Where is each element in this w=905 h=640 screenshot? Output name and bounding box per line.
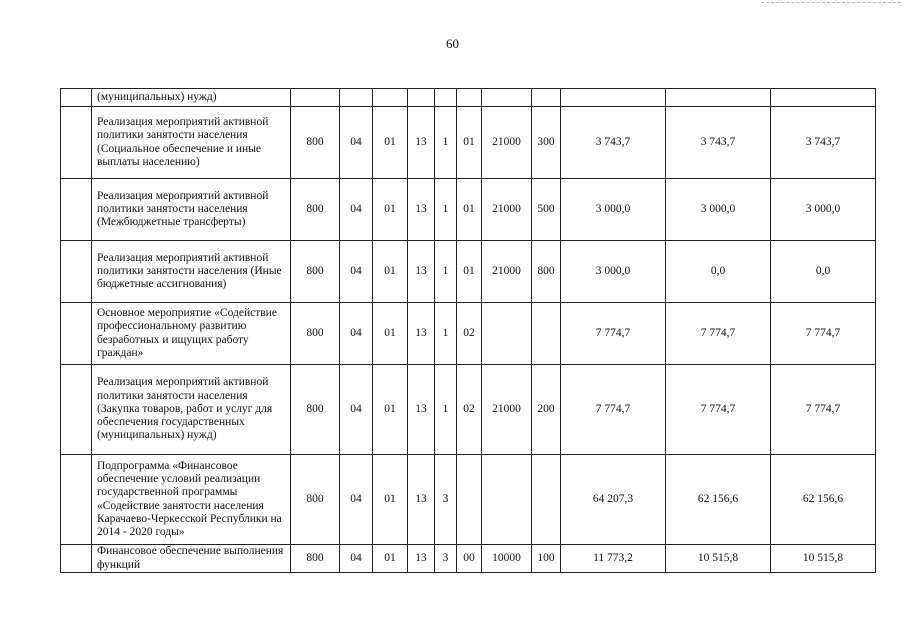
- row-name-cell: Реализация мероприятий активной политики занятости населения (Иные бюджетные ассигнования): [92, 241, 291, 303]
- row-name-cell: (муниципальных) нужд): [92, 89, 291, 107]
- code-section-cell: 04: [340, 107, 373, 179]
- code-expense-type-cell: 800: [532, 241, 561, 303]
- code-direction-cell: 21000: [482, 179, 532, 241]
- code-event-cell: 01: [457, 179, 482, 241]
- code-admin-cell: 800: [291, 455, 340, 545]
- code-program-cell: 13: [408, 107, 435, 179]
- code-event-cell: 01: [457, 107, 482, 179]
- amount-year-2-cell: 10 515,8: [666, 545, 771, 573]
- amount-year-2-cell: 7 774,7: [666, 303, 771, 365]
- code-subprogram-cell: 1: [435, 179, 457, 241]
- amount-year-3-cell: [771, 89, 876, 107]
- amount-year-3-cell: 7 774,7: [771, 303, 876, 365]
- code-admin-cell: 800: [291, 545, 340, 573]
- amount-year-1-cell: 7 774,7: [561, 303, 666, 365]
- code-section-cell: 04: [340, 179, 373, 241]
- code-subsection-cell: 01: [373, 455, 408, 545]
- amount-year-2-cell: 3 000,0: [666, 179, 771, 241]
- table-row: [61, 179, 876, 241]
- code-event-cell: 01: [457, 241, 482, 303]
- code-subprogram-cell: 3: [435, 455, 457, 545]
- amount-year-1-cell: 7 774,7: [561, 365, 666, 455]
- amount-year-1-cell: 3 000,0: [561, 241, 666, 303]
- amount-year-2-cell: 3 743,7: [666, 107, 771, 179]
- code-subsection-cell: 01: [373, 107, 408, 179]
- code-expense-type-cell: 300: [532, 107, 561, 179]
- row-index-cell: [61, 455, 92, 545]
- code-expense-type-cell: 200: [532, 365, 561, 455]
- code-expense-type-cell: [532, 303, 561, 365]
- code-direction-cell: 10000: [482, 545, 532, 573]
- code-section-cell: 04: [340, 455, 373, 545]
- row-index-cell: [61, 365, 92, 455]
- code-section-cell: 04: [340, 365, 373, 455]
- code-program-cell: 13: [408, 179, 435, 241]
- code-direction-cell: [482, 89, 532, 107]
- page-number: 60: [446, 36, 459, 51]
- row-index-cell: [61, 179, 92, 241]
- table-row: [61, 241, 876, 303]
- row-name-cell: Реализация мероприятий активной политики занятости населения (Межбюджетные трансферты): [92, 179, 291, 241]
- amount-year-3-cell: 62 156,6: [771, 455, 876, 545]
- code-section-cell: 04: [340, 545, 373, 573]
- code-program-cell: 13: [408, 303, 435, 365]
- code-subprogram-cell: 1: [435, 303, 457, 365]
- code-program-cell: 13: [408, 241, 435, 303]
- table-row: [61, 455, 876, 545]
- table-row: [61, 89, 876, 107]
- code-section-cell: [340, 89, 373, 107]
- code-direction-cell: 21000: [482, 365, 532, 455]
- code-event-cell: 00: [457, 545, 482, 573]
- table-row: [61, 303, 876, 365]
- code-subprogram-cell: 1: [435, 241, 457, 303]
- amount-year-3-cell: 10 515,8: [771, 545, 876, 573]
- row-name-cell: Реализация мероприятий активной политики занятости населения (Закупка товаров, работ и услуг для обеспечения государственных (муниципальных) нужд): [92, 365, 291, 455]
- code-event-cell: [457, 455, 482, 545]
- code-direction-cell: [482, 455, 532, 545]
- row-index-cell: [61, 545, 92, 573]
- code-program-cell: 13: [408, 365, 435, 455]
- code-subsection-cell: 01: [373, 365, 408, 455]
- code-expense-type-cell: 500: [532, 179, 561, 241]
- code-event-cell: 02: [457, 303, 482, 365]
- code-expense-type-cell: [532, 455, 561, 545]
- code-subprogram-cell: [435, 89, 457, 107]
- amount-year-1-cell: 3 000,0: [561, 179, 666, 241]
- code-program-cell: 13: [408, 455, 435, 545]
- amount-year-2-cell: 0,0: [666, 241, 771, 303]
- table-row: [61, 365, 876, 455]
- row-name-cell: Подпрограмма «Финансовое обеспечение условий реализации государственной программы «Содействие занятости населения Карачаево-Черкесской Республики на 2014 - 2020 годы»: [92, 455, 291, 545]
- code-direction-cell: 21000: [482, 241, 532, 303]
- corner-mark: [761, 2, 901, 3]
- code-section-cell: 04: [340, 303, 373, 365]
- amount-year-1-cell: 64 207,3: [561, 455, 666, 545]
- amount-year-3-cell: 0,0: [771, 241, 876, 303]
- code-subprogram-cell: 3: [435, 545, 457, 573]
- amount-year-1-cell: 11 773,2: [561, 545, 666, 573]
- amount-year-2-cell: [666, 89, 771, 107]
- code-admin-cell: 800: [291, 303, 340, 365]
- amount-year-3-cell: 7 774,7: [771, 365, 876, 455]
- row-index-cell: [61, 89, 92, 107]
- row-name-cell: Финансовое обеспечение выполнения функций: [92, 545, 291, 573]
- code-admin-cell: [291, 89, 340, 107]
- row-name-cell: Реализация мероприятий активной политики занятости населения (Социальное обеспечение и иные выплаты населению): [92, 107, 291, 179]
- code-direction-cell: [482, 303, 532, 365]
- row-index-cell: [61, 241, 92, 303]
- code-section-cell: 04: [340, 241, 373, 303]
- table-body: [61, 89, 876, 573]
- amount-year-2-cell: 62 156,6: [666, 455, 771, 545]
- code-program-cell: 13: [408, 545, 435, 573]
- code-subprogram-cell: 1: [435, 365, 457, 455]
- budget-table: [60, 88, 876, 573]
- amount-year-3-cell: 3 000,0: [771, 179, 876, 241]
- code-subsection-cell: 01: [373, 545, 408, 573]
- code-event-cell: [457, 89, 482, 107]
- code-direction-cell: 21000: [482, 107, 532, 179]
- code-subsection-cell: 01: [373, 179, 408, 241]
- code-expense-type-cell: 100: [532, 545, 561, 573]
- code-program-cell: [408, 89, 435, 107]
- code-admin-cell: 800: [291, 241, 340, 303]
- table-row: [61, 545, 876, 573]
- code-subsection-cell: [373, 89, 408, 107]
- code-expense-type-cell: [532, 89, 561, 107]
- amount-year-1-cell: [561, 89, 666, 107]
- row-index-cell: [61, 107, 92, 179]
- code-subprogram-cell: 1: [435, 107, 457, 179]
- code-event-cell: 02: [457, 365, 482, 455]
- row-name-cell: Основное мероприятие «Содействие профессиональному развитию безработных и ищущих работу граждан»: [92, 303, 291, 365]
- row-index-cell: [61, 303, 92, 365]
- code-subsection-cell: 01: [373, 303, 408, 365]
- code-admin-cell: 800: [291, 179, 340, 241]
- amount-year-1-cell: 3 743,7: [561, 107, 666, 179]
- amount-year-2-cell: 7 774,7: [666, 365, 771, 455]
- amount-year-3-cell: 3 743,7: [771, 107, 876, 179]
- code-admin-cell: 800: [291, 107, 340, 179]
- code-subsection-cell: 01: [373, 241, 408, 303]
- table-row: [61, 107, 876, 179]
- code-admin-cell: 800: [291, 365, 340, 455]
